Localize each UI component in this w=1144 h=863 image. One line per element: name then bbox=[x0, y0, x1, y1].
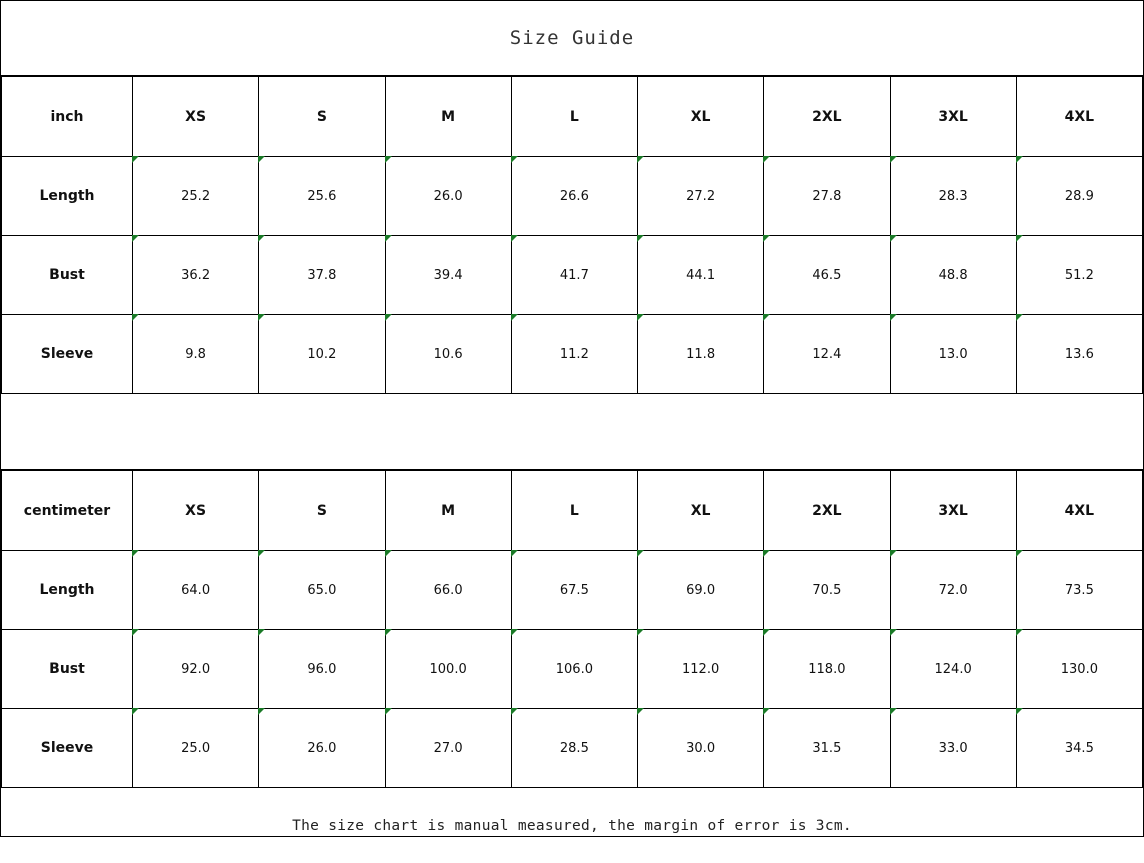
cell-length-2xl: 27.8 bbox=[764, 157, 890, 236]
column-header-s: S bbox=[259, 471, 385, 551]
column-header-2xl: 2XL bbox=[764, 471, 890, 551]
column-header-m: M bbox=[385, 471, 511, 551]
cell-length-xl: 27.2 bbox=[638, 157, 764, 236]
cell-sleeve-2xl: 12.4 bbox=[764, 315, 890, 394]
cell-sleeve-xl: 30.0 bbox=[638, 709, 764, 788]
cell-sleeve-3xl: 33.0 bbox=[890, 709, 1016, 788]
row-label-sleeve: Sleeve bbox=[2, 709, 133, 788]
column-header-s: S bbox=[259, 77, 385, 157]
cell-sleeve-xs: 25.0 bbox=[133, 709, 259, 788]
footer-note: The size chart is manual measured, the margin of error is 3cm. bbox=[292, 817, 852, 834]
row-label-length: Length bbox=[2, 551, 133, 630]
unit-label-inch: inch bbox=[2, 77, 133, 157]
cell-bust-xs: 36.2 bbox=[133, 236, 259, 315]
cell-bust-s: 96.0 bbox=[259, 630, 385, 709]
row-label-sleeve: Sleeve bbox=[2, 315, 133, 394]
row-label-bust: Bust bbox=[2, 630, 133, 709]
cell-length-s: 25.6 bbox=[259, 157, 385, 236]
cell-bust-m: 39.4 bbox=[385, 236, 511, 315]
cell-bust-l: 106.0 bbox=[511, 630, 637, 709]
cell-sleeve-3xl: 13.0 bbox=[890, 315, 1016, 394]
cell-sleeve-4xl: 34.5 bbox=[1016, 709, 1142, 788]
cell-sleeve-xs: 9.8 bbox=[133, 315, 259, 394]
row-label-bust: Bust bbox=[2, 236, 133, 315]
cell-sleeve-l: 28.5 bbox=[511, 709, 637, 788]
table-header-row bbox=[2, 471, 1143, 551]
cell-bust-l: 41.7 bbox=[511, 236, 637, 315]
cell-bust-xl: 44.1 bbox=[638, 236, 764, 315]
cell-bust-3xl: 124.0 bbox=[890, 630, 1016, 709]
cell-length-2xl: 70.5 bbox=[764, 551, 890, 630]
cell-bust-m: 100.0 bbox=[385, 630, 511, 709]
table-row bbox=[2, 630, 1143, 709]
cell-sleeve-l: 11.2 bbox=[511, 315, 637, 394]
cell-sleeve-s: 26.0 bbox=[259, 709, 385, 788]
column-header-m: M bbox=[385, 77, 511, 157]
table-row bbox=[2, 157, 1143, 236]
cell-length-3xl: 72.0 bbox=[890, 551, 1016, 630]
cell-bust-4xl: 51.2 bbox=[1016, 236, 1142, 315]
table-row bbox=[2, 236, 1143, 315]
column-header-3xl: 3XL bbox=[890, 77, 1016, 157]
cell-length-xs: 25.2 bbox=[133, 157, 259, 236]
cell-length-3xl: 28.3 bbox=[890, 157, 1016, 236]
unit-label-centimeter: centimeter bbox=[2, 471, 133, 551]
cell-sleeve-m: 27.0 bbox=[385, 709, 511, 788]
cell-bust-s: 37.8 bbox=[259, 236, 385, 315]
cell-length-m: 26.0 bbox=[385, 157, 511, 236]
row-label-length: Length bbox=[2, 157, 133, 236]
page-title: Size Guide bbox=[509, 27, 635, 49]
cell-bust-2xl: 118.0 bbox=[764, 630, 890, 709]
column-header-2xl: 2XL bbox=[764, 77, 890, 157]
table-row bbox=[2, 709, 1143, 788]
cell-length-l: 67.5 bbox=[511, 551, 637, 630]
column-header-xl: XL bbox=[638, 77, 764, 157]
cell-sleeve-4xl: 13.6 bbox=[1016, 315, 1142, 394]
cell-sleeve-m: 10.6 bbox=[385, 315, 511, 394]
column-header-4xl: 4XL bbox=[1016, 471, 1142, 551]
column-header-xs: XS bbox=[133, 471, 259, 551]
cell-length-4xl: 73.5 bbox=[1016, 551, 1142, 630]
cell-bust-xs: 92.0 bbox=[133, 630, 259, 709]
cell-sleeve-s: 10.2 bbox=[259, 315, 385, 394]
column-header-3xl: 3XL bbox=[890, 471, 1016, 551]
column-header-xs: XS bbox=[133, 77, 259, 157]
table-row bbox=[2, 551, 1143, 630]
column-header-l: L bbox=[511, 77, 637, 157]
cell-length-l: 26.6 bbox=[511, 157, 637, 236]
column-header-xl: XL bbox=[638, 471, 764, 551]
table-header-row bbox=[2, 77, 1143, 157]
cell-length-xs: 64.0 bbox=[133, 551, 259, 630]
column-header-4xl: 4XL bbox=[1016, 77, 1142, 157]
table-separator-band bbox=[1, 394, 1143, 470]
cell-length-xl: 69.0 bbox=[638, 551, 764, 630]
column-header-l: L bbox=[511, 471, 637, 551]
cell-bust-3xl: 48.8 bbox=[890, 236, 1016, 315]
table-row bbox=[2, 315, 1143, 394]
footer-note-bar bbox=[1, 788, 1143, 863]
cell-sleeve-xl: 11.8 bbox=[638, 315, 764, 394]
size-table-inch bbox=[1, 76, 1143, 394]
size-table-centimeter bbox=[1, 470, 1143, 788]
cell-sleeve-2xl: 31.5 bbox=[764, 709, 890, 788]
cell-length-4xl: 28.9 bbox=[1016, 157, 1142, 236]
cell-length-s: 65.0 bbox=[259, 551, 385, 630]
cell-bust-xl: 112.0 bbox=[638, 630, 764, 709]
cell-bust-4xl: 130.0 bbox=[1016, 630, 1142, 709]
page-title-bar bbox=[1, 1, 1143, 76]
cell-bust-2xl: 46.5 bbox=[764, 236, 890, 315]
cell-length-m: 66.0 bbox=[385, 551, 511, 630]
